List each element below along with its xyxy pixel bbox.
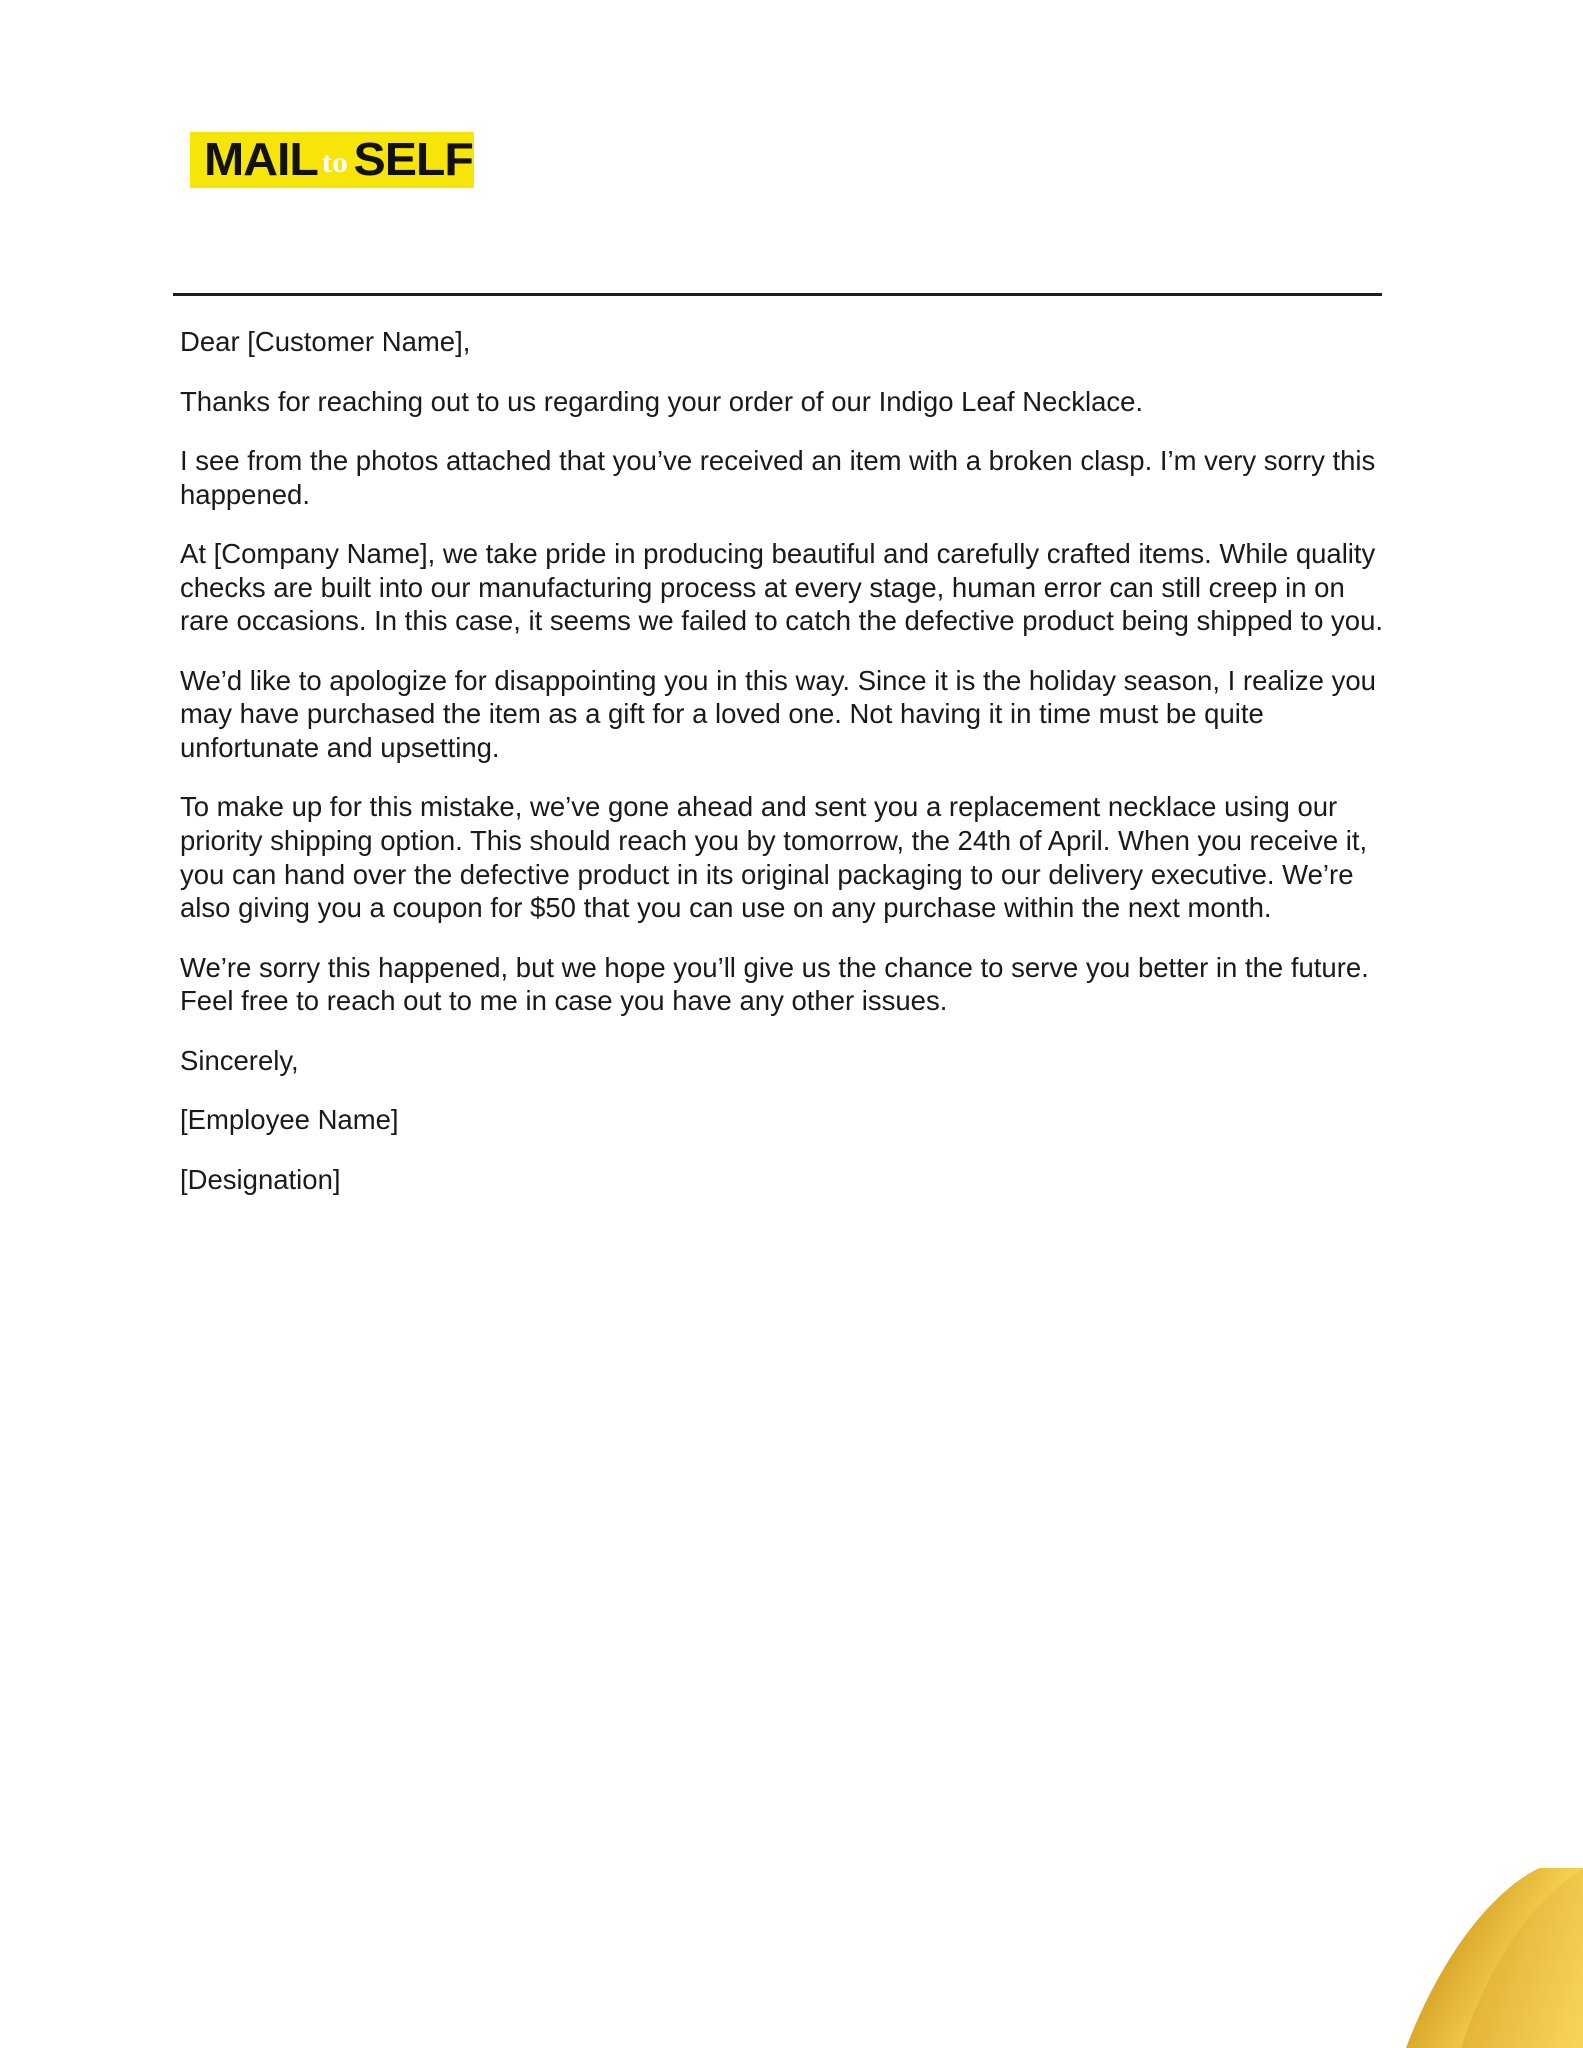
corner-accent-wedge-front bbox=[1446, 1868, 1583, 2048]
letter-greeting: Dear [Customer Name], bbox=[180, 326, 471, 357]
letter-signature-designation: [Designation] bbox=[180, 1163, 341, 1195]
logo-word-to: to bbox=[321, 146, 348, 179]
corner-accent-wedge-back bbox=[1397, 1868, 1583, 2048]
letter-body bbox=[180, 325, 1385, 1222]
letter-closing: Sincerely, bbox=[180, 1044, 299, 1076]
letter-paragraph-3: At [Company Name], we take pride in producing beautiful and carefully crafted items. While quality checks are built into our manufacturing process at every stage, human error can still creep in on rare occasions. In this case, it seems we failed to catch the defective product being shipped to you. bbox=[180, 538, 1384, 637]
logo-word-self: SELF bbox=[353, 133, 473, 185]
header-divider-rule bbox=[173, 293, 1382, 296]
letter-paragraph-5: To make up for this mistake, we’ve gone ahead and sent you a replacement necklace using our priority shipping option. This should reach you by tomorrow, the 24th of April. When you receive it, you can hand over the defective product in its original packaging to our delivery executive. We’re also giving you a coupon for $50 that you can use on any purchase within the next month. bbox=[180, 791, 1368, 924]
letter-paragraph-2: I see from the photos attached that you’ve received an item with a broken clasp. I’m very sorry this happened. bbox=[180, 445, 1376, 510]
logo-text bbox=[204, 133, 473, 185]
letter-paragraph-4: We’d like to apologize for disappointing you in this way. Since it is the holiday season, I realize you may have purchased the item as a gift for a loved one. Not having it in time must be quite unfortunate and upsetting. bbox=[180, 664, 1376, 763]
letter-signature-name: [Employee Name] bbox=[180, 1104, 399, 1136]
letter-paragraph-6: We’re sorry this happened, but we hope you’ll give us the chance to serve you better in the future. Feel free to reach out to me in case you have any other issues. bbox=[180, 951, 1369, 1017]
corner-accent-decoration bbox=[1393, 1868, 1583, 2048]
logo-word-mail: MAIL bbox=[204, 133, 318, 185]
mailtoself-logo[interactable] bbox=[190, 132, 474, 188]
letter-paragraph-1: Thanks for reaching out to us regarding your order of our Indigo Leaf Necklace. bbox=[180, 385, 1144, 417]
